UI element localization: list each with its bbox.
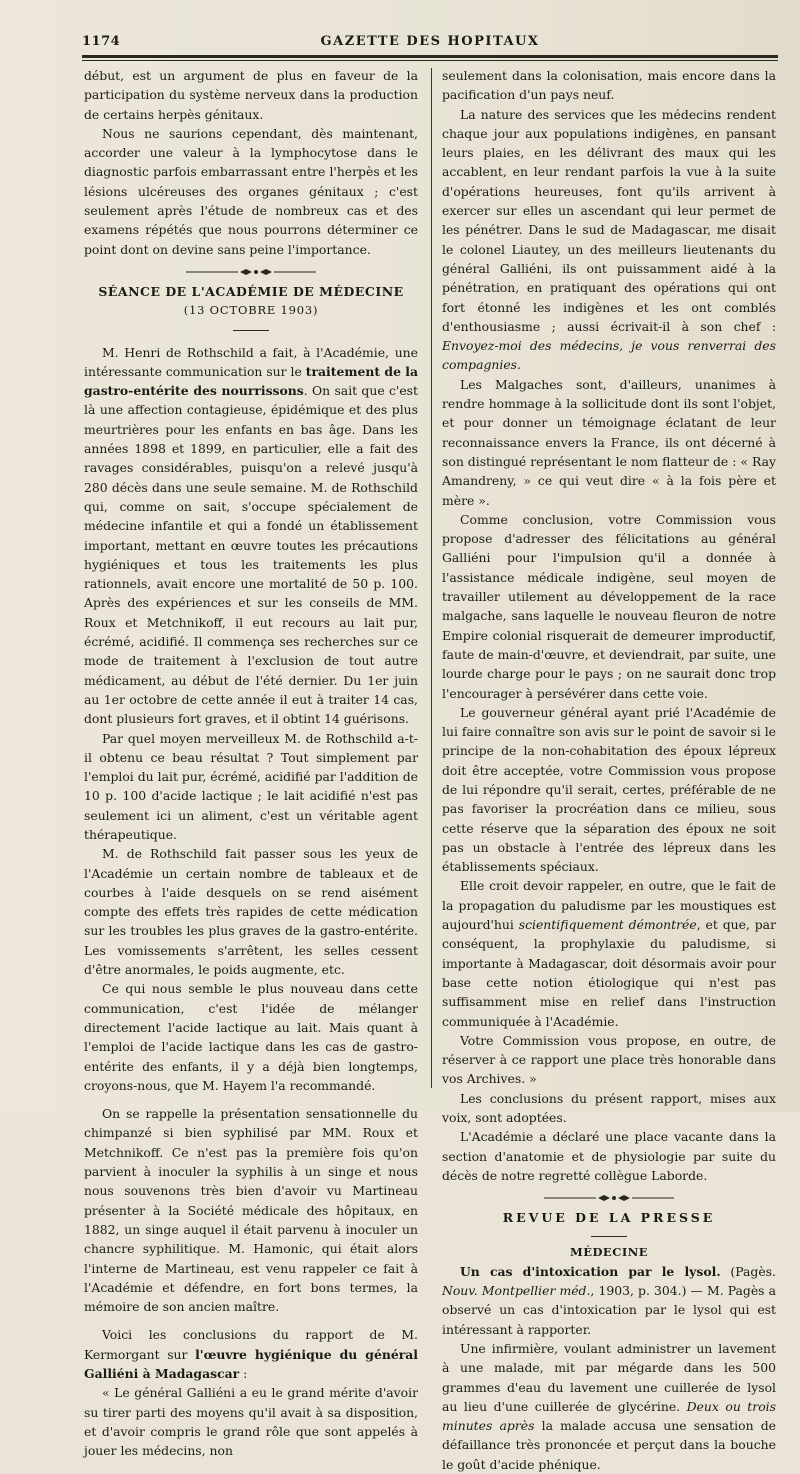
paragraph: Votre Commission vous propose, en outre, de réserver à ce rapport une place très honorable dans vos Archives. » — [442, 1032, 776, 1087]
italic-phrase: scientifiquement démontrée — [518, 917, 697, 933]
paragraph: On se rappelle la présentation sensationnelle du chimpanzé si bien syphilisé par MM. Roux et Metchnikoff. Ce n'est pas la première fois qu'on parvient à inoculer la syphilis à un singe et nous nous souvenons très bien d'avoir vu Martineau présenter à la Société médicale des hôpitaux, en 1882, un singe auquel il était parvenu à inoculer un chancre syphilitique. M. Hamonic, qui était alors l'interne de Martineau, est venu rappeler ce fait à l'Académie et défendre, en fort bons termes, la mémoire de son ancien maître. — [84, 1106, 418, 1315]
paragraph: « Le général Galliéni a eu le grand mérite d'avoir su tirer parti des moyens qu'il avait à sa disposition, et d'avoir compris le grand rôle que sont appelés à jouer les médecins, non — [84, 1385, 418, 1459]
paragraph: Voici les conclusions du rapport de M. Kermorgant sur l'œuvre hygiénique du général Galliéni à Madagascar : — [84, 1327, 418, 1381]
page-number: 1174 — [82, 34, 121, 49]
bold-topic: l'œuvre hygiénique du général Galliéni à Madagascar — [84, 1346, 418, 1381]
ornament-divider — [186, 268, 316, 276]
paragraph: Un cas d'intoxication par le lysol. (Pagès. Nouv. Montpellier méd., 1903, p. 304.) — M. Pagès a observé un cas d'intoxication par le lysol qui est intéressant à rapporter. — [442, 1263, 777, 1337]
header-rule-thin — [82, 60, 778, 61]
paragraph: Les Malgaches sont, d'ailleurs, unanimes à rendre hommage à la sollicitude dont ils sont l'objet, et pour donner un témoignage éclatant de leur reconnaissance envers la France, ils ont décerné à son distingué représentant le nom flatteur de : « Ray Amandreny, » ce qui veut dire « à la fois père et mère ». — [442, 376, 776, 508]
left-column — [84, 66, 418, 1460]
column-divider — [431, 68, 432, 1088]
italic-phrase: Deux ou trois minutes après — [442, 1398, 776, 1434]
header-rule-thick — [82, 55, 778, 58]
italic-quote: Envoyez-moi des médecins, je vous renverrai des compagnies. — [442, 338, 776, 373]
right-column — [442, 66, 776, 1474]
journal-title: GAZETTE DES HOPITAUX — [320, 34, 540, 49]
paragraph: Les conclusions du présent rapport, mises aux voix, sont adoptées. — [442, 1090, 776, 1126]
page-header — [82, 34, 778, 52]
short-rule — [233, 330, 269, 331]
ornament-divider — [544, 1194, 674, 1202]
paragraph: début, est un argument de plus en faveur de la participation du système nerveux dans la production de certains herpès génitaux. — [84, 68, 418, 122]
paragraph: Comme conclusion, votre Commission vous propose d'adresser des félicitations au général Galliéni pour l'impulsion qu'il a donnée à l'assistance médicale indigène, seul moyen de travailler utilement au développement de la race malgache, sans laquelle le nouveau fleuron de notre Empire colonial risquerait de demeurer improductif, faute de main-d'œuvre, et deviendrait, par suite, une lourde charge pour le pays ; on ne saurait donc trop l'encourager à persévérer dans cette voie. — [442, 511, 776, 701]
paragraph: L'Académie a déclaré une place vacante dans la section d'anatomie et de physiologie par suite du décès de notre regretté collègue Laborde. — [442, 1129, 776, 1183]
section-title-revue: REVUE DE LA PRESSE — [502, 1210, 716, 1226]
journal-reference: Nouv. Montpellier méd. — [442, 1283, 591, 1299]
short-rule — [591, 1236, 627, 1237]
article-title: Un cas d'intoxication par le lysol. — [460, 1263, 721, 1279]
paragraph: Une infirmière, voulant administrer un lavement à une malade, mit par mégarde dans les 500 grammes d'eau du lavement une cuillerée de lysol au lieu d'une cuillerée de glycérine. Deux ou trois minutes après la malade accusa une sensation de défaillance très prononcée et perçut dans la bouche le goût d'acide phénique. — [442, 1341, 776, 1472]
paragraph: Par quel moyen merveilleux M. de Rothschild a-t-il obtenu ce beau résultat ? Tout simplement par l'emploi du lait pur, écrémé, acidifié par l'addition de 10 p. 100 d'acide lactique ; le lait acidifié n'est pas seulement ici un aliment, c'est un véritable agent thérapeutique. — [84, 730, 418, 842]
section-date: (13 OCTOBRE 1903) — [183, 303, 319, 318]
subsection-title-medecine: MÉDECINE — [569, 1244, 649, 1259]
paragraph: seulement dans la colonisation, mais encore dans la pacification d'un pays neuf. — [442, 68, 776, 103]
paragraph: Nous ne saurions cependant, dès maintenant, accorder une valeur à la lymphocytose dans le diagnostic parfois embarrassant entre l'herpès et les lésions ulcéreuses des organes génitaux ; c'est seulement après l'étude de nombreux cas et des examens répétés que nous pourrons déterminer ce point dont on devine sans peine l'importance. — [84, 125, 418, 257]
section-title-academie: SÉANCE DE L'ACADÉMIE DE MÉDECINE — [98, 283, 404, 299]
paragraph: Elle croit devoir rappeler, en outre, que le fait de la propagation du paludisme par les moustiques est aujourd'hui scientifiquement démontrée, et que, par conséquent, la prophylaxie du paludisme, si importante à Madagascar, doit désormais avoir pour base cette notion étiologique qui n'est pas suffisamment mise en relief dans l'instruction communiquée à l'Académie. — [442, 878, 776, 1029]
paragraph: M. Henri de Rothschild a fait, à l'Académie, une intéressante communication sur le traitement de la gastro-entérite des nourrissons. On sait que c'est là une affection contagieuse, épidémique et des plus meurtrières pour les enfants en bas âge. Dans les années 1898 et 1899, en particulier, elle a fait des ravages considérables, puisqu'on a relevé jusqu'à 280 décès dans une seule semaine. M. de Rothschild qui, comme on sait, s'occupe spécialement de médecine infantile et qui a fondé un établissement important, mettant en œuvre toutes les précautions hygiéniques et tous les traitements les plus rationnels, avait encore une mortalité de 50 p. 100. Après des expériences et sur les conseils de MM. Roux et Metchnikoff, il eut recours au lait pur, écrémé, acidifié. Il commença ses recherches sur ce mode de traitement à l'exclusion de tout autre médicament, au début de l'été dernier. Du 1er juin au 1er octobre de cette année il eut à traiter 14 cas, dont plusieurs fort graves, et il obtint 14 guérisons. — [84, 344, 419, 727]
paragraph: Ce qui nous semble le plus nouveau dans cette communication, c'est l'idée de mélanger directement l'acide lactique au lait. Mais quant à l'emploi de l'acide lactique dans les cas de gastro-entérite des enfants, il y a déjà bien longtemps, croyons-nous, que M. Hayem l'a recommandé. — [84, 981, 418, 1093]
paragraph: Le gouverneur général ayant prié l'Académie de lui faire connaître son avis sur le point de savoir si le principe de la non-cohabitation des époux lépreux doit être acceptée, votre Commission vous propose de lui répondre qu'il serait, certes, préférable de ne pas favoriser la procréation dans ce milieu, sous cette réserve que la séparation des époux ne soit pas un obstacle à l'entrée des lépreux dans les établissements spéciaux. — [442, 704, 776, 875]
paragraph: La nature des services que les médecins rendent chaque jour aux populations indigènes, en pansant leurs plaies, en les délivrant des maux qui les accablent, en leur rendant parfois la vue à la suite d'opérations heureuses, font qu'ils arrivent à exercer sur elles un ascendant qui leur permet de les pénétrer. Dans le sud de Madagascar, me disait le colonel Liautey, un des meilleurs lieutenants du général Galliéni, ils ont puissamment aidé à la pénétration, en pratiquant des opérations qui ont fort étonné les indigènes et les ont comblés d'enthousiasme ; aussi écrivait-il à son chef : Envoyez-moi des médecins, je vous renverrai des compagnies. — [442, 106, 776, 373]
bold-topic: traitement de la gastro-entérite des nourrissons — [84, 363, 419, 399]
paragraph: M. de Rothschild fait passer sous les yeux de l'Académie un certain nombre de tableaux et de courbes à l'aide desquels on se rend aisément compte des effets très rapides de cette médication sur les troubles les plus graves de la gastro-entérite. Les vomissements s'arrêtent, les selles cessent d'être anormales, le poids augmente, etc. — [84, 846, 418, 978]
